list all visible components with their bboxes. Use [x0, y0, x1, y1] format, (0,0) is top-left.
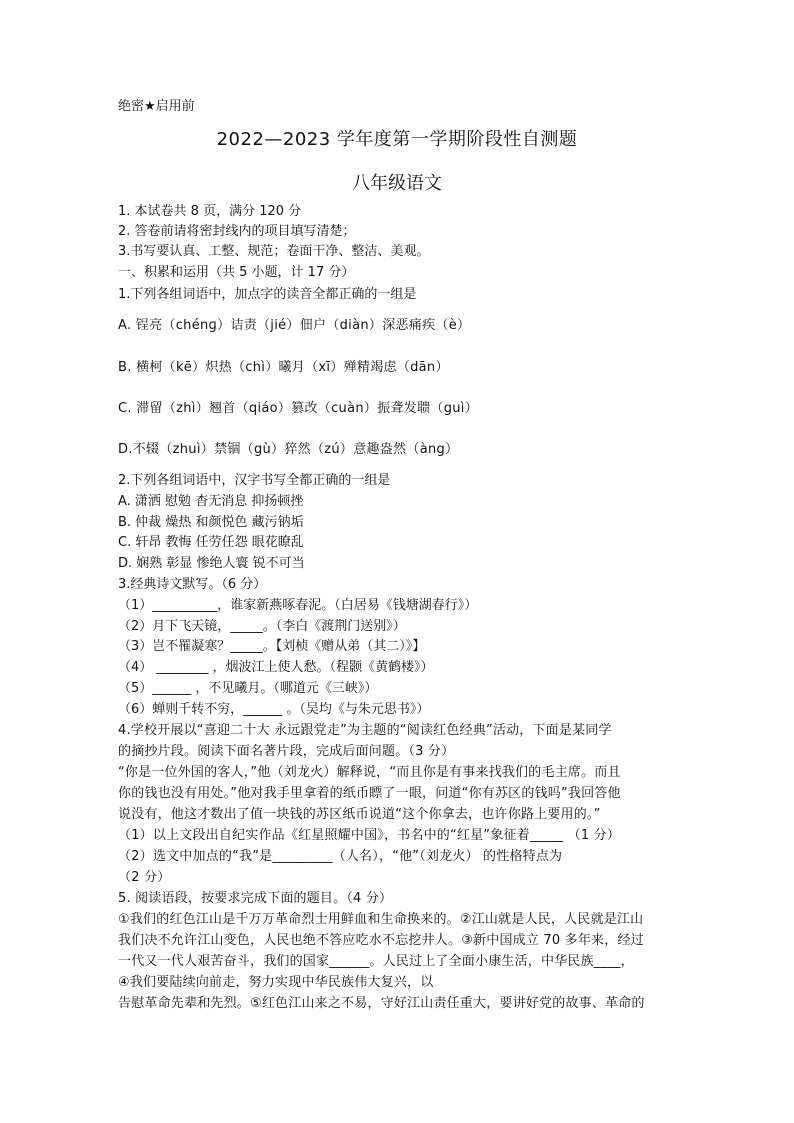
q3-item-5: （5）______ ，不见曦月。（哪道元《三峡》） — [118, 681, 378, 696]
confidential-mark: 绝密★启用前 — [118, 99, 195, 114]
q5-line-5: ④我们要陆续向前走，努力实现中华民族伟大复兴，以 — [118, 975, 434, 990]
q5-line-6: 告慰革命先辈和先烈。⑤红色江山来之不易，守好江山责任重大，要讲好党的故事、革命的 — [118, 996, 645, 1011]
q4-line-3: “你是一位外国的客人，”他（刘龙火）解释说，“而且你是有事来找我们的毛主席。而且 — [118, 765, 621, 780]
q4-line-4: 你的钱也没有用处。”他对我手里拿着的纸币瞟了一眼，问道“你有苏区的钱吗”我回答他 — [118, 786, 621, 801]
exam-title: 2022—2023 学年度第一学期阶段性自测题 — [216, 129, 578, 150]
q4-line-7: （2）选文中加点的“我”是_________（人名），“他”（刘龙火） 的性格特点为 — [118, 849, 563, 864]
q5-line-2: ①我们的红色江山是千万万革命烈士用鲜血和生命换来的。②江山就是人民，人民就是江山 — [118, 912, 644, 927]
q3-item-4: （4） ________ ，烟波江上使人愁。（程颢《黄鹤楼》） — [118, 660, 434, 675]
note-1: 1. 本试卷共 8 页，满分 120 分 — [118, 204, 302, 219]
q4-line-6: （1）以上文段出自纪实作品《红星照耀中国》，书名中的“红星”象征着_____ （1 分） — [118, 828, 621, 843]
q3-item-2: （2）月下飞天镜，_____。（李白《渡荆门送别》） — [118, 619, 406, 634]
note-3: 3.书写要认真、工整、规范；卷面干净、整洁、美观。 — [118, 244, 430, 259]
q1-option-c: C. 滞留（zhì）翘首（qiáo）篡改（cuàn）振聋发聩（guì） — [118, 401, 478, 416]
q4-line-2: 的摘抄片段。阅读下面名著片段，完成后面问题。（3 分） — [118, 744, 455, 759]
q1-option-b: B. 横柯（kē）炽热（chì）曦月（xī）殚精竭虑（dān） — [118, 360, 449, 375]
q5-line-1: 5. 阅读语段，按要求完成下面的题目。（4 分） — [118, 891, 393, 906]
q1-option-a: A. 锃亮（chénɡ）诘责（jié）佃户（diàn）深恶痛疾（è） — [118, 318, 471, 333]
q1-stem: 1.下列各组词语中，加点字的读音全都正确的一组是 — [118, 287, 417, 302]
q5-line-3: 我们决不允许江山变色，人民也绝不答应吃水不忘挖井人。③新中国成立 70 多年来，经过 — [118, 933, 644, 948]
exam-subject: 八年级语文 — [352, 173, 442, 194]
q2-stem: 2.下列各组词语中，汉字书写全都正确的一组是 — [118, 473, 391, 488]
q4-line-8: （2 分） — [118, 870, 171, 885]
q5-line-4: 一代又一代人艰苦奋斗，我们的国家______。人民过上了全面小康生活，中华民族____， — [118, 954, 634, 969]
q2-option-d: D. 娴熟 彰显 惨绝人寰 锐不可当 — [118, 556, 305, 571]
q3-item-6: （6）蝉则千转不穷，______ 。（吴均《与朱元思书》） — [118, 702, 430, 717]
note-2: 2. 答卷前请将密封线内的项目填写清楚； — [118, 224, 356, 239]
q3-item-1: （1）__________，谁家新燕啄春泥。（白居易《钱塘湖春行》） — [118, 598, 478, 613]
section-heading: 一、积累和运用（共 5 小题，计 17 分） — [118, 265, 355, 280]
q4-line-1: 4.学校开展以“喜迎二十大 永远跟党走”为主题的“阅读红色经典”活动，下面是某同学 — [118, 723, 612, 738]
q3-stem: 3.经典诗文默写。（6 分） — [118, 577, 267, 592]
q2-option-b: B. 仲裁 燥热 和颜悦色 藏污钠垢 — [118, 515, 304, 530]
q2-option-a: A. 潇洒 慰勉 杳无消息 抑扬顿挫 — [118, 494, 304, 509]
q3-item-3: （3）岂不罹凝寒？_____。【刘桢《赠从弟（其二）》】 — [118, 639, 426, 654]
q2-option-c: C. 轩昂 教悔 任劳任怨 眼花瞭乱 — [118, 535, 304, 550]
q4-line-5: 说没有，他这才数出了值一块钱的苏区纸币说道“这个你拿去，也许你路上要用的。” — [118, 807, 601, 822]
q1-option-d: D.不辍（zhuì）禁锢（gù）猝然（zú）意趣盎然（àng） — [118, 442, 459, 457]
